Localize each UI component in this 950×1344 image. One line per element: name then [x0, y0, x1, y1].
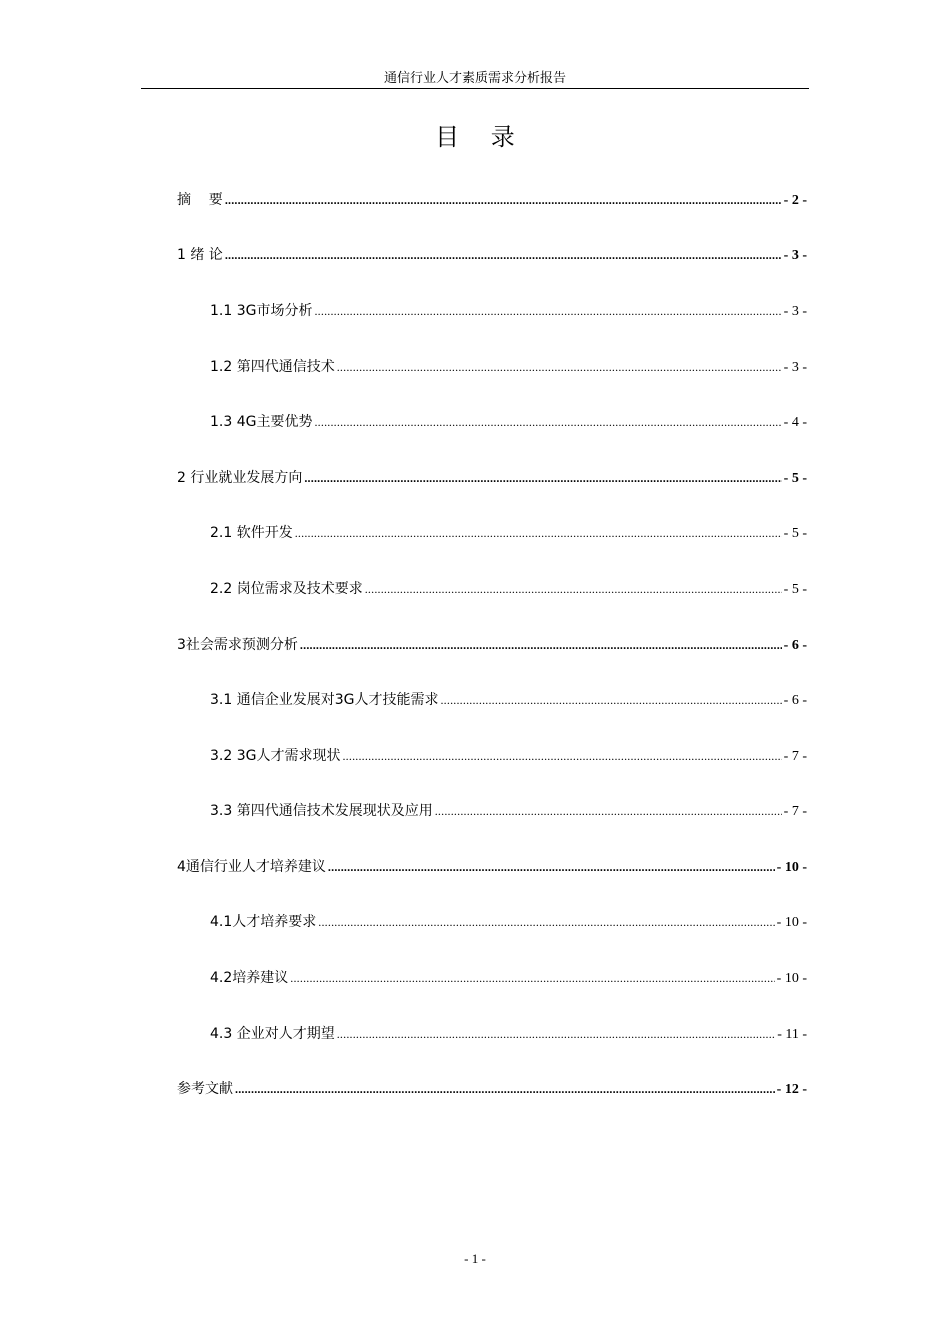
- toc-dot-leader: [318, 912, 774, 932]
- toc-entry-label: 4.2培养建议: [210, 970, 289, 986]
- toc-entry-page: - 5 -: [783, 471, 807, 486]
- toc-entry[interactable]: [177, 857, 807, 877]
- toc-entry[interactable]: [177, 1079, 807, 1099]
- toc-entry-page: - 10 -: [776, 860, 807, 875]
- toc-dot-leader: [300, 635, 782, 655]
- toc-entry-page: - 10 -: [776, 915, 807, 930]
- toc-entry-page: - 4 -: [783, 415, 807, 430]
- toc-entry-label: 2.1 软件开发: [210, 525, 293, 541]
- running-header: 通信行业人才素质需求分析报告: [383, 71, 566, 86]
- toc-dot-leader: [440, 690, 781, 710]
- page-number: - 1 -: [464, 1251, 486, 1266]
- toc-entry-page: - 6 -: [783, 638, 807, 653]
- toc-dot-leader: [235, 1079, 775, 1099]
- toc-entry[interactable]: [210, 412, 807, 432]
- toc-entry-page: - 12 -: [776, 1082, 807, 1097]
- toc-entry[interactable]: [210, 801, 807, 821]
- toc-dot-leader: [314, 412, 781, 432]
- toc-entry-label: 2.2 岗位需求及技术要求: [210, 581, 363, 597]
- toc-dot-leader: [435, 801, 782, 821]
- toc-entry[interactable]: [177, 190, 807, 210]
- toc-dot-leader: [295, 523, 782, 543]
- toc-dot-leader: [225, 190, 782, 210]
- toc-entry-label: 1.2 第四代通信技术: [210, 359, 335, 375]
- toc-entry-label: 3.3 第四代通信技术发展现状及应用: [210, 803, 433, 819]
- toc-entry[interactable]: [210, 690, 807, 710]
- toc-dot-leader: [314, 301, 781, 321]
- toc-entry[interactable]: [210, 746, 807, 766]
- toc-dot-leader: [328, 857, 775, 877]
- toc-entry-page: - 10 -: [776, 971, 807, 986]
- toc-dot-leader: [365, 579, 782, 599]
- toc-entry-label: 3.1 通信企业发展对3G人才技能需求: [210, 692, 439, 708]
- toc-entry-page: - 7 -: [783, 804, 807, 819]
- toc-entry-page: - 5 -: [783, 526, 807, 541]
- toc-entry-page: - 7 -: [783, 749, 807, 764]
- toc-entry[interactable]: [210, 523, 807, 543]
- toc-entry[interactable]: [177, 245, 807, 265]
- toc-entry-label: 3.2 3G人才需求现状: [210, 748, 341, 764]
- toc-entry-label: 1 绪 论: [177, 247, 223, 263]
- toc-entry[interactable]: [177, 635, 807, 655]
- toc-entry-label: 4通信行业人才培养建议: [177, 859, 326, 875]
- toc-entry-label: 1.1 3G市场分析: [210, 303, 313, 319]
- toc-entry-page: - 6 -: [783, 693, 807, 708]
- toc-dot-leader: [342, 746, 781, 766]
- toc-entry-label: 2 行业就业发展方向: [177, 470, 303, 486]
- toc-entry[interactable]: [210, 301, 807, 321]
- toc-entry-label: 1.3 4G主要优势: [210, 414, 313, 430]
- toc-entry[interactable]: [210, 968, 807, 988]
- toc-entry-page: - 3 -: [783, 360, 807, 375]
- toc-dot-leader: [337, 357, 782, 377]
- page-title: 目 录: [435, 123, 527, 151]
- toc-entry-page: - 3 -: [783, 304, 807, 319]
- toc-entry-page: - 11 -: [777, 1027, 807, 1042]
- toc-entry-label: 4.1人才培养要求: [210, 914, 317, 930]
- toc-entry[interactable]: [210, 1024, 807, 1044]
- toc-entry-page: - 3 -: [783, 248, 807, 263]
- toc-entry-label: 4.3 企业对人才期望: [210, 1026, 335, 1042]
- toc-entry-label: 参考文献: [177, 1081, 233, 1097]
- toc-entry[interactable]: [177, 468, 807, 488]
- toc-entry-page: - 2 -: [783, 193, 807, 208]
- toc-entry-label: 摘 要: [177, 192, 223, 208]
- toc-dot-leader: [290, 968, 774, 988]
- toc-dot-leader: [337, 1024, 775, 1044]
- toc-dot-leader: [225, 245, 782, 265]
- toc-entry[interactable]: [210, 357, 807, 377]
- toc-entry[interactable]: [210, 579, 807, 599]
- toc-entry[interactable]: [210, 912, 807, 932]
- toc-entry-label: 3社会需求预测分析: [177, 637, 298, 653]
- toc-dot-leader: [304, 468, 781, 488]
- toc-entry-page: - 5 -: [783, 582, 807, 597]
